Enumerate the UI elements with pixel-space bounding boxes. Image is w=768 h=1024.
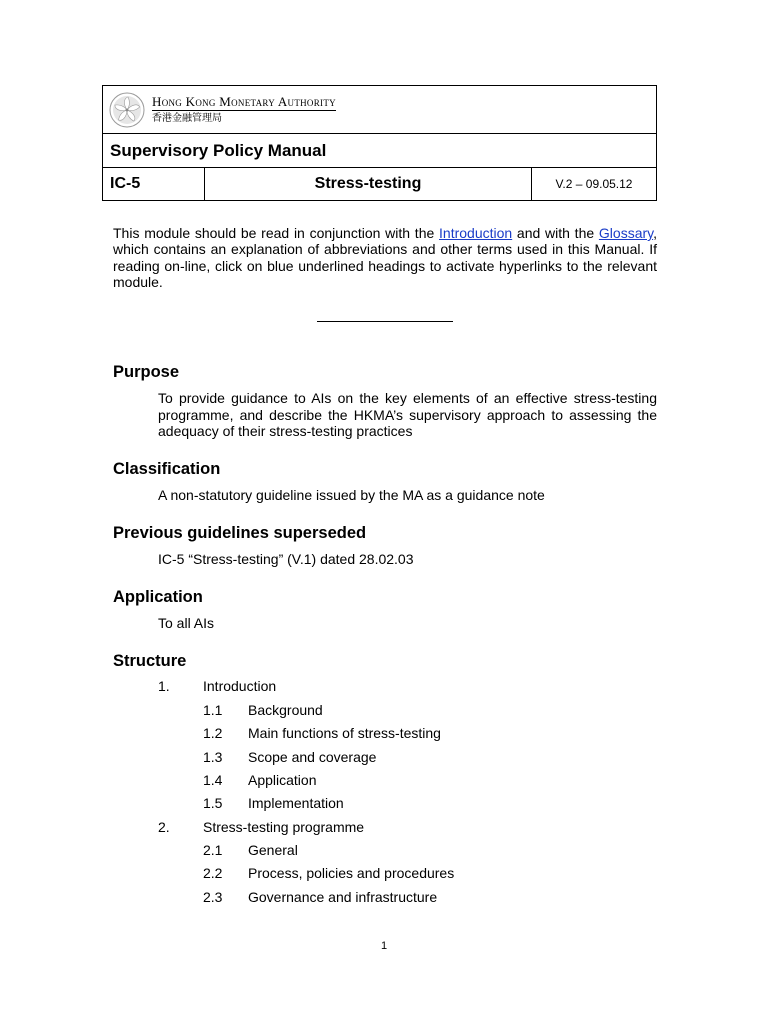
toc-number: 1.1 — [203, 702, 223, 718]
introduction-link[interactable]: Introduction — [439, 225, 513, 241]
toc-label: Application — [248, 772, 317, 788]
toc-label: Introduction — [203, 678, 277, 694]
glossary-link[interactable]: Glossary — [598, 225, 654, 241]
logo-cell — [103, 86, 657, 134]
intro-text-3: , which contains an explanation of abbreviations and other terms used in this Manual. If reading on-line, click on blue underlined headings to activate hyperlinks to the relevant module. — [113, 225, 657, 291]
toc-number: 2. — [158, 819, 170, 835]
application-heading: Application — [113, 588, 203, 606]
toc-label: General — [248, 842, 298, 858]
toc-number: 2.1 — [203, 842, 223, 858]
purpose-heading: Purpose — [113, 363, 180, 381]
toc-label: Process, policies and procedures — [248, 865, 455, 881]
page-number: 1 — [380, 940, 388, 952]
separator-line — [317, 321, 453, 322]
version-date: V.2 – 09.05.12 — [532, 168, 657, 201]
toc-label: Stress-testing programme — [203, 819, 365, 835]
org-name-en: Hong Kong Monetary Authority — [152, 94, 336, 109]
toc-number: 2.3 — [203, 889, 223, 905]
intro-paragraph — [113, 225, 657, 291]
toc-label: Main functions of stress-testing — [248, 725, 441, 741]
toc-label: Governance and infrastructure — [248, 889, 438, 905]
toc-number: 1.4 — [203, 772, 223, 788]
structure-heading: Structure — [113, 652, 187, 670]
module-code: IC-5 — [103, 168, 205, 201]
classification-text: A non-statutory guideline issued by the MA as a guidance note — [158, 487, 545, 503]
superseded-heading: Previous guidelines superseded — [113, 524, 367, 542]
classification-heading: Classification — [113, 460, 221, 478]
org-name-zh: 香港金融管理局 — [152, 113, 222, 124]
toc-number: 1.2 — [203, 725, 223, 741]
toc-number: 2.2 — [203, 865, 223, 881]
module-title: Stress-testing — [205, 168, 532, 201]
toc-label: Background — [248, 702, 323, 718]
manual-title: Supervisory Policy Manual — [103, 134, 657, 168]
toc-number: 1. — [158, 678, 170, 694]
superseded-text: IC-5 “Stress-testing” (V.1) dated 28.02.03 — [158, 551, 414, 567]
application-text: To all AIs — [158, 615, 215, 631]
toc-number: 1.3 — [203, 749, 223, 765]
purpose-text: To provide guidance to AIs on the key elements of an effective stress-testing programme, and describe the HKMA’s supervisory approach to assessing the adequacy of their stress-testing practices — [158, 390, 657, 440]
bauhinia-emblem-icon — [109, 92, 145, 128]
intro-text-2: and with the — [512, 225, 599, 241]
toc-number: 1.5 — [203, 795, 223, 811]
document-header-table — [102, 85, 657, 201]
toc-label: Scope and coverage — [248, 749, 377, 765]
toc-label: Implementation — [248, 795, 344, 811]
intro-text-1: This module should be read in conjunction with the — [113, 225, 440, 241]
